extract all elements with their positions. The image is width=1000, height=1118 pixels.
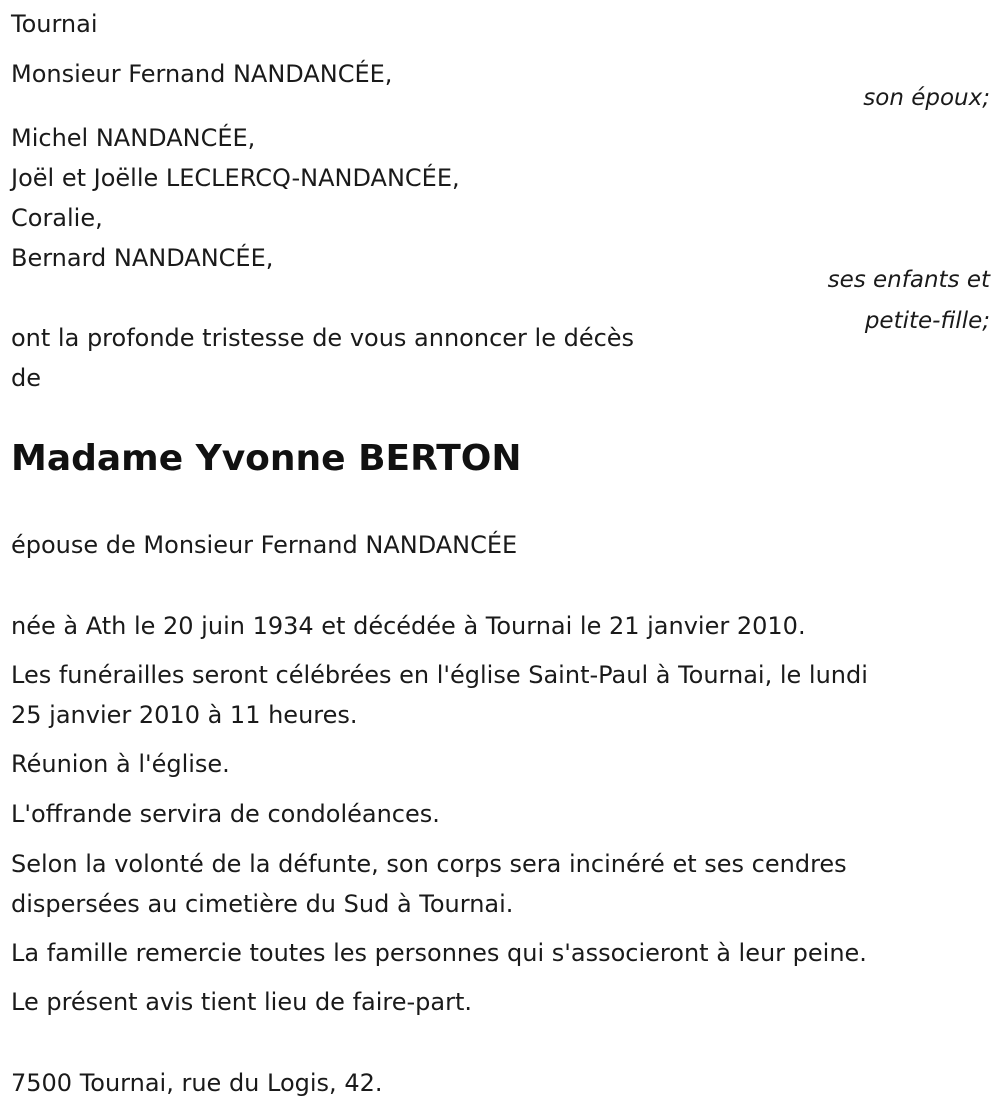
city-heading: Tournai — [11, 10, 98, 38]
meeting-info: Réunion à l'église. — [11, 750, 230, 778]
funeral-info — [11, 655, 868, 735]
funeral-line: 25 janvier 2010 à 11 heures. — [11, 701, 358, 729]
family-address: 7500 Tournai, rue du Logis, 42. — [11, 1069, 383, 1097]
child-name: Michel NANDANCÉE, — [11, 124, 256, 152]
child-name: Joël et Joëlle LECLERCQ-NANDANCÉE, — [11, 164, 460, 192]
thanks-message: La famille remercie toutes les personnes qui s'associeront à leur peine. — [11, 939, 867, 967]
cremation-info — [11, 844, 847, 924]
cremation-line: Selon la volonté de la défunte, son corps sera incinéré et ses cendres — [11, 850, 847, 878]
children-list — [11, 118, 460, 278]
cremation-line: dispersées au cimetière du Sud à Tournai. — [11, 890, 514, 918]
children-role-line1: ses enfants et — [827, 267, 990, 293]
notice-text: Le présent avis tient lieu de faire-part. — [11, 988, 473, 1016]
deceased-relation: épouse de Monsieur Fernand NANDANCÉE — [11, 531, 518, 559]
funeral-line: Les funérailles seront célébrées en l'église Saint-Paul à Tournai, le lundi — [11, 661, 868, 689]
announcement-line: de — [11, 364, 41, 392]
announcement — [11, 318, 634, 398]
spouse-name: Monsieur Fernand NANDANCÉE, — [11, 60, 393, 88]
child-name: Bernard NANDANCÉE, — [11, 244, 274, 272]
spouse-role: son époux; — [863, 85, 990, 111]
birth-death-dates: née à Ath le 20 juin 1934 et décédée à Tournai le 21 janvier 2010. — [11, 612, 806, 640]
deceased-name: Madame Yvonne BERTON — [11, 438, 522, 479]
offering-info: L'offrande servira de condoléances. — [11, 800, 440, 828]
announcement-line: ont la profonde tristesse de vous annoncer le décès — [11, 324, 635, 352]
children-role-line2: petite-fille; — [864, 308, 990, 334]
child-name: Coralie, — [11, 204, 103, 232]
